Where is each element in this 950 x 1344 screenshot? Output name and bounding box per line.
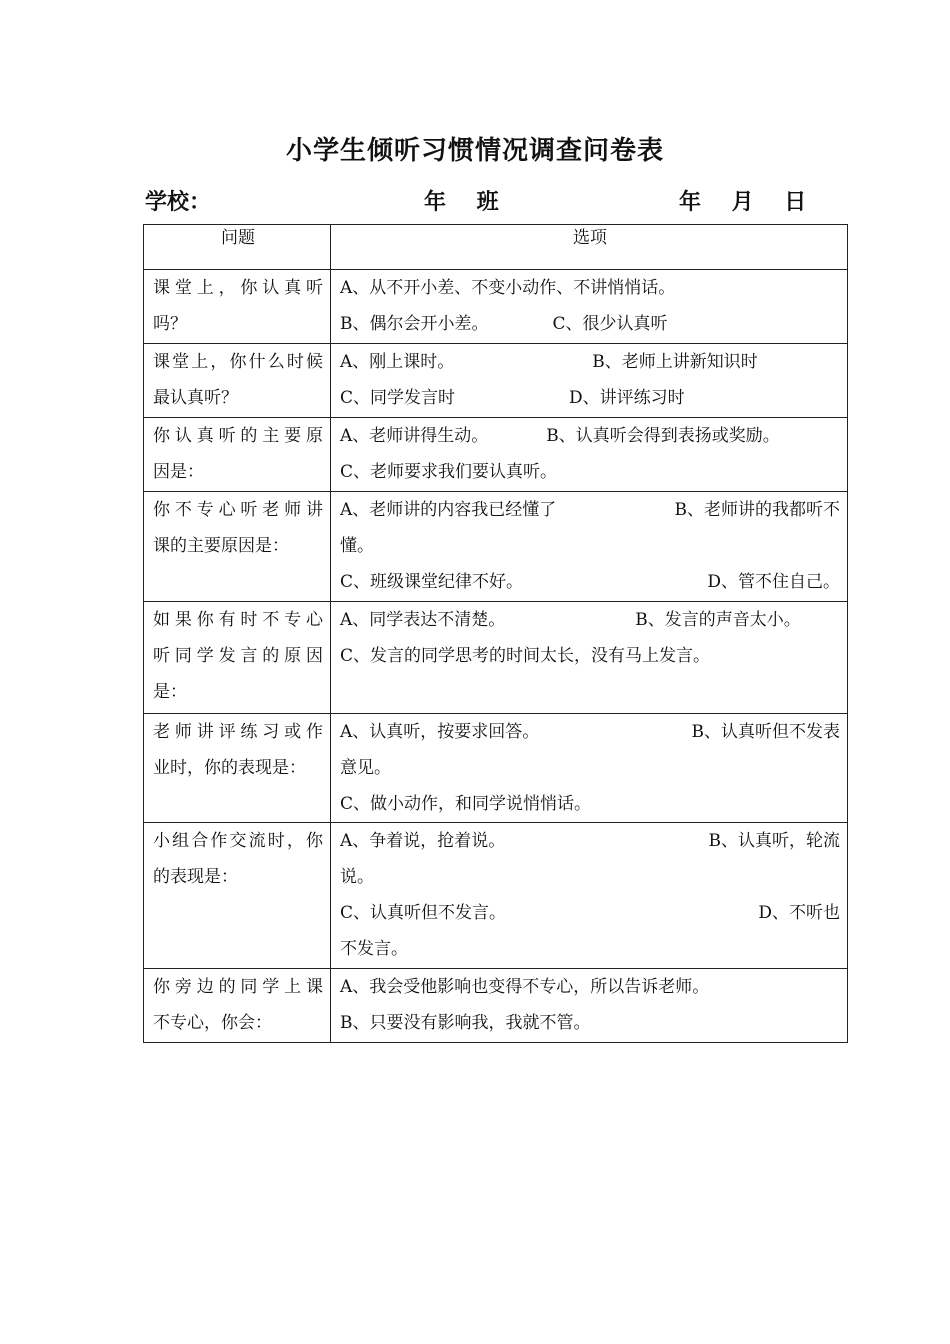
options-cell <box>331 418 848 492</box>
option-line <box>340 1005 840 1041</box>
option-text: D、讲评练习时 <box>569 388 685 408</box>
option-line <box>340 786 840 822</box>
option-text: B、老师讲的我都听不 <box>674 500 840 520</box>
question-text: 最认真听？ <box>153 388 238 408</box>
option-text: D、不听也 <box>758 903 840 923</box>
question-text: 不专心，你会： <box>153 1013 272 1033</box>
option-text: A、同学表达不清楚。 <box>340 610 506 630</box>
option-text: A、我会受他影响也变得不专心，所以告诉老师。 <box>340 977 710 997</box>
question-text: 是： <box>153 682 187 702</box>
option-line <box>340 564 840 600</box>
option-line <box>340 823 840 859</box>
option-text: 懂。 <box>340 536 374 556</box>
option-text: 意见。 <box>340 758 391 778</box>
option-text: 说。 <box>340 867 374 887</box>
option-line <box>340 528 840 564</box>
option-line <box>340 602 840 638</box>
table-row <box>144 418 848 492</box>
table-row <box>144 344 848 418</box>
table-row <box>144 492 848 602</box>
question-text: 业时，你的表现是： <box>153 758 306 778</box>
survey-table <box>143 224 848 1043</box>
table-row <box>144 714 848 823</box>
option-text: A、老师讲的内容我已经懂了 <box>340 500 557 520</box>
option-text: C、发言的同学思考的时间太长，没有马上发言。 <box>340 646 711 666</box>
options-cell <box>331 602 848 714</box>
option-line <box>340 895 840 931</box>
option-line <box>340 344 840 380</box>
question-text: 课堂上，你什么时候 <box>153 352 323 372</box>
question-cell <box>144 270 331 344</box>
question-cell <box>144 823 331 969</box>
option-text: B、认真听但不发表 <box>691 722 840 742</box>
options-cell <box>331 969 848 1043</box>
options-cell <box>331 823 848 969</box>
table-row <box>144 602 848 714</box>
option-text: A、老师讲得生动。 <box>340 426 489 446</box>
question-text: 课的主要原因是： <box>153 536 289 556</box>
option-text: A、从不开小差、不变小动作、不讲悄悄话。 <box>340 278 676 298</box>
question-text: 如果你有时不专心 <box>153 610 323 630</box>
option-line <box>340 714 840 750</box>
document-title: 小学生倾听习惯情况调查问卷表 <box>285 136 664 166</box>
question-cell <box>144 418 331 492</box>
grade-class-label: 年 班 <box>424 190 499 215</box>
options-cell <box>331 344 848 418</box>
question-text: 吗？ <box>153 314 187 334</box>
option-text: B、只要没有影响我，我就不管。 <box>340 1013 591 1033</box>
question-text: 因是： <box>153 462 204 482</box>
option-line <box>340 454 840 490</box>
school-label: 学校： <box>145 190 212 215</box>
question-text: 你认真听的主要原 <box>153 426 323 446</box>
question-cell <box>144 714 331 823</box>
option-text: C、老师要求我们要认真听。 <box>340 462 558 482</box>
question-cell <box>144 344 331 418</box>
question-text: 课堂上，你认真听 <box>153 278 323 298</box>
question-cell <box>144 969 331 1043</box>
question-cell <box>144 492 331 602</box>
option-line <box>340 380 840 416</box>
option-text: A、认真听，按要求回答。 <box>340 722 540 742</box>
table-header-row <box>144 225 848 270</box>
option-text: B、老师上讲新知识时 <box>592 352 758 372</box>
question-text: 的表现是： <box>153 867 238 887</box>
option-line <box>340 931 840 967</box>
option-text: C、做小动作，和同学说悄悄话。 <box>340 794 592 814</box>
option-text: C、认真听但不发言。 <box>340 903 507 923</box>
option-line <box>340 969 840 1005</box>
options-cell <box>331 714 848 823</box>
option-text: C、很少认真听 <box>552 314 668 334</box>
question-text: 小组合作交流时，你 <box>153 831 323 851</box>
option-line <box>340 492 840 528</box>
option-line <box>340 859 840 895</box>
option-text: B、偶尔会开小差。 <box>340 314 489 334</box>
option-line <box>340 750 840 786</box>
option-text: B、认真听会得到表扬或奖励。 <box>546 426 780 446</box>
column-header-options: 选项 <box>331 225 848 270</box>
option-text: A、刚上课时。 <box>340 352 455 372</box>
question-cell <box>144 602 331 714</box>
option-line <box>340 638 840 674</box>
option-text: C、同学发言时 <box>340 388 456 408</box>
table-row <box>144 969 848 1043</box>
option-line <box>340 306 840 342</box>
option-text: B、发言的声音太小。 <box>635 610 801 630</box>
date-label: 年 月 日 <box>679 190 807 215</box>
options-cell <box>331 492 848 602</box>
option-line <box>340 418 840 454</box>
column-header-question: 问题 <box>144 225 331 270</box>
option-line <box>340 270 840 306</box>
table-row <box>144 270 848 344</box>
option-text: A、争着说，抢着说。 <box>340 831 506 851</box>
option-text: 不发言。 <box>340 939 408 959</box>
question-text: 你不专心听老师讲 <box>153 500 323 520</box>
table-row <box>144 823 848 969</box>
question-text: 你旁边的同学上课 <box>153 977 323 997</box>
options-cell <box>331 270 848 344</box>
option-text: C、班级课堂纪律不好。 <box>340 572 524 592</box>
option-text: B、认真听，轮流 <box>708 831 840 851</box>
option-text: D、管不住自己。 <box>707 572 840 592</box>
question-text: 老师讲评练习或作 <box>153 722 323 742</box>
question-text: 听同学发言的原因 <box>153 646 323 666</box>
